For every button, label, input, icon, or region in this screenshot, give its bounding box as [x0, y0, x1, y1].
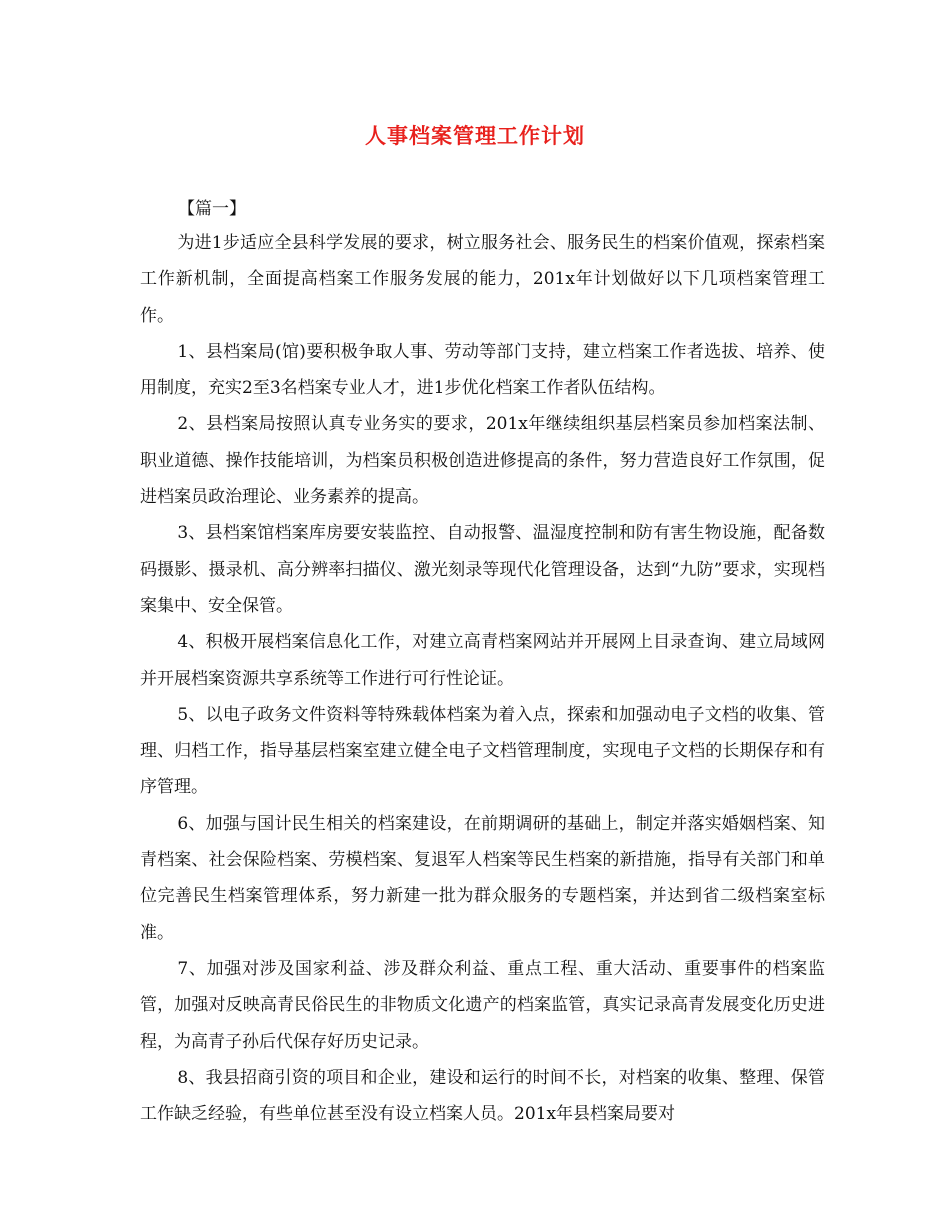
paragraph-item-8: 8、我县招商引资的项目和企业，建设和运行的时间不长，对档案的收集、整理、保管工作缺乏经验，有些单位甚至没有设立档案人员。201x年县档案局要对: [140, 1067, 825, 1125]
paragraph-item-1: 1、县档案局(馆)要积极争取人事、劳动等部门支持，建立档案工作者选拔、培养、使用制度，充实2至3名档案专业人才，进1步优化档案工作者队伍结构。: [140, 341, 825, 399]
paragraph-intro: 为进1步适应全县科学发展的要求，树立服务社会、服务民生的档案价值观，探索档案工作新机制，全面提高档案工作服务发展的能力，201x年计划做好以下几项档案管理工作。: [140, 233, 825, 326]
paragraph-item-6: 6、加强与国计民生相关的档案建设，在前期调研的基础上，制定并落实婚姻档案、知青档案、社会保险档案、劳模档案、复退军人档案等民生档案的新措施，指导有关部门和单位完善民生档案管理体系，努力新建一批为群众服务的专题档案，并达到省二级档案室标准。: [140, 813, 825, 943]
paragraph-item-5: 5、以电子政务文件资料等特殊载体档案为着入点，探索和加强动电子文档的收集、管理、归档工作，指导基层档案室建立健全电子文档管理制度，实现电子文档的长期保存和有序管理。: [140, 704, 825, 798]
paragraph-item-2: 2、县档案局按照认真专业务实的要求，201x年继续组织基层档案员参加档案法制、职业道德、操作技能培训，为档案员积极创造进修提高的条件，努力营造良好工作氛围，促进档案员政治理论、业务素养的提高。: [140, 414, 825, 508]
section-label: 【篇一】: [178, 199, 246, 219]
document-body: [140, 225, 825, 1132]
document-title: 人事档案管理工作计划: [365, 123, 585, 148]
paragraph-item-7: 7、加强对涉及国家利益、涉及群众利益、重点工程、重大活动、重要事件的档案监管，加强对反映高青民俗民生的非物质文化遗产的档案监管，真实记录高青发展变化历史进程，为高青子孙后代保存好历史记录。: [140, 958, 825, 1052]
paragraph-item-3: 3、县档案馆档案库房要安装监控、自动报警、温湿度控制和防有害生物设施，配备数码摄影、摄录机、高分辨率扫描仪、激光刻录等现代化管理设备，达到“九防”要求，实现档案集中、安全保管。: [140, 523, 825, 616]
paragraph-item-4: 4、积极开展档案信息化工作，对建立高青档案网站并开展网上目录查询、建立局域网并开展档案资源共享系统等工作进行可行性论证。: [140, 632, 825, 689]
